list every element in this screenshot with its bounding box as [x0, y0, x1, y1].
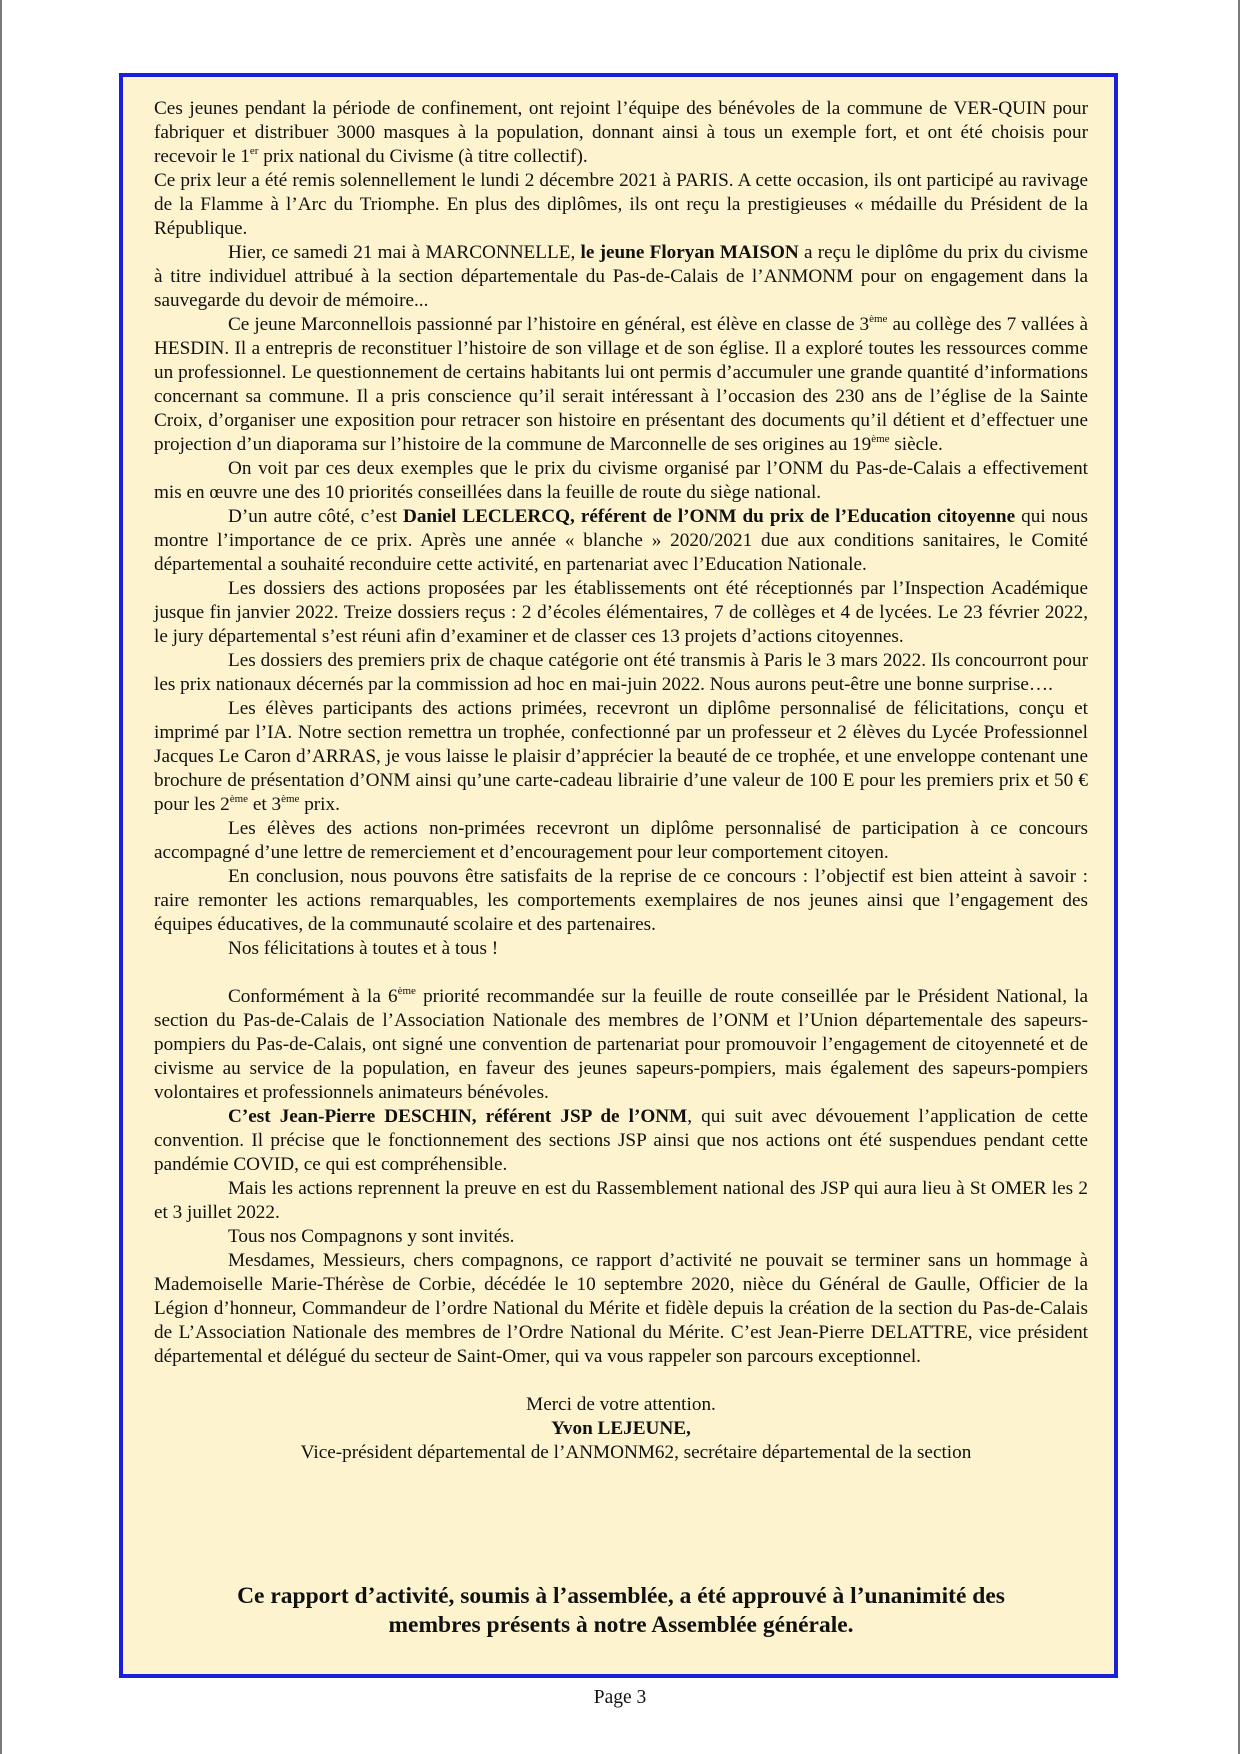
paragraph-convention-jsp: Conformément à la 6ème priorité recommandée sur la feuille de route conseillée par le Président National, la section du Pas-de-Calais de l’Association Nationale des membres de l’ONM et l’Union départementale des sapeurs-pompiers du Pas-de-Calais, ont signé une convention de partenariat pour promouvoir l’engagement de citoyenneté et de civisme au service de la population, en faveur des jeunes sapeurs-pompiers, mais également des sapeurs-pompiers volontaires et professionnels animateurs bénévoles. — [154, 985, 1089, 1103]
approval-line-1: Ce rapport d’activité, soumis à l’assemblée, a été approuvé à l’unanimité des — [237, 1583, 1005, 1609]
paragraph-jean-pierre-deschin: C’est Jean-Pierre DESCHIN, référent JSP de l’ONM, qui suit avec dévouement l’application de cette convention. Il précise que le fonctionnement des sections JSP ainsi que nos actions ont été suspendues pendant cette pandémie COVID, ce qui est compréhensible. — [154, 1106, 1088, 1175]
report-body — [154, 97, 1088, 1465]
paragraph-prix-paris: Ce prix leur a été remis solennellement le lundi 2 décembre 2021 à PARIS. A cette occasion, ils ont participé au ravivage de la Flamme à l’Arc du Triomphe. En plus des diplômes, ils ont reçu la prestigieuses « médaille du Président de la République. — [154, 170, 1088, 239]
paragraph-floryan-maison: Hier, ce samedi 21 mai à MARCONNELLE, le jeune Floryan MAISON a reçu le diplôme du prix du civisme à titre individuel attribué à la section départementale du Pas-de-Calais de l’ANMONM pour on engagement dans la sauvegarde du devoir de mémoire... — [154, 242, 1088, 311]
paragraph-dossiers-recus: Les dossiers des actions proposées par les établissements ont été réceptionnés par l’Inspection Académique jusque fin janvier 2022. Treize dossiers reçus : 2 d’écoles élémentaires, 7 de collèges et 4 de lycées. Le 23 février 2022, le jury départemental s’est réuni afin d’examiner et de classer ces 13 projets d’actions citoyennes. — [154, 578, 1088, 647]
paragraph-compagnons: Tous nos Compagnons y sont invités. — [228, 1226, 515, 1247]
paragraph-conclusion: En conclusion, nous pouvons être satisfaits de la reprise de ce concours : l’objectif est bien atteint à savoir : raire remonter les actions remarquables, les comportements exemplaires de nos jeunes ainsi que l’engagement des équipes éducatives, de la communauté scolaire et des partenaires. — [154, 866, 1088, 935]
paragraph-eleves-non-primes: Les élèves des actions non-primées recevront un diplôme personnalisé de participation à ce concours accompagné d’une lettre de remerciement et d’encouragement pour leur comportement citoyen. — [154, 818, 1088, 863]
signature-role: Vice-président départemental de l’ANMONM62, secrétaire départemental de la section — [300, 1442, 972, 1463]
signature-block — [154, 1393, 1088, 1465]
approval-line-2: membres présents à notre Assemblée générale. — [388, 1612, 854, 1638]
paragraph-daniel-leclercq: D’un autre côté, c’est Daniel LECLERCQ, référent de l’ONM du prix de l’Education citoyenne qui nous montre l’importance de ce prix. Après une année « blanche » 2020/2021 due aux conditions sanitaires, le Comité départemental a souhaité reconduire cette activité, en partenariat avec l’Education Nationale. — [154, 506, 1088, 575]
paragraph-felicitations: Nos félicitations à toutes et à tous ! — [228, 938, 499, 959]
signature-name: Yvon LEJEUNE, — [551, 1418, 691, 1439]
paragraph-rassemblement: Mais les actions reprennent la preuve en est du Rassemblement national des JSP qui aura lieu à St OMER les 2 et 3 juillet 2022. — [154, 1178, 1088, 1223]
paragraph-deux-exemples: On voit par ces deux exemples que le prix du civisme organisé par l’ONM du Pas-de-Calais a effectivement mis en œuvre une des 10 priorités conseillées dans la feuille de route du siège national. — [154, 458, 1088, 503]
approval-statement — [154, 1582, 1088, 1640]
paragraph-jeunes-verquin: Ces jeunes pendant la période de confinement, ont rejoint l’équipe des bénévoles de la commune de VER-QUIN pour fabriquer et distribuer 3000 masques à la population, donnant ainsi à tous un exemple fort, et ont été choisis pour recevoir le 1er prix national du Civisme (à titre collectif). — [154, 98, 1088, 167]
paragraph-eleves-primes: Les élèves participants des actions primées, recevront un diplôme personnalisé de félicitations, conçu et imprimé par l’IA. Notre section remettra un trophée, confectionné par un professeur et 2 élèves du Lycée Professionnel Jacques Le Caron d’ARRAS, je vous laisse le plaisir d’apprécier la beauté de ce trophée, et une enveloppe contenant une brochure de présentation d’ONM ainsi qu’une carte-cadeau librairie d’une valeur de 100 E pour les premiers prix et 50 € pour les 2ème et 3ème prix. — [154, 698, 1088, 815]
paragraph-marconnellois: Ce jeune Marconnellois passionné par l’histoire en général, est élève en classe de 3ème au collège des 7 vallées à HESDIN. Il a entrepris de reconstituer l’histoire de son village et de son église. Il a exploré toutes les ressources comme un professionnel. Le questionnement de certains habitants lui ont permis d’accumuler une grande quantité d’informations concernant sa commune. Il a pris conscience qu’il serait intéressant à l’occasion des 230 ans de l’église de la Sainte Croix, d’organiser une exposition pour retracer son histoire en présentant des documents qu’il détient et d’effectuer une projection d’un diaporama sur l’histoire de la commune de Marconnelle de ses origines au 19ème siècle. — [154, 313, 1088, 455]
paragraph-premiers-prix: Les dossiers des premiers prix de chaque catégorie ont été transmis à Paris le 3 mars 2022. Ils concourront pour les prix nationaux décernés par la commission ad hoc en mai-juin 2022. Nous aurons peut-être une bonne surprise…. — [154, 650, 1088, 695]
page-number: Page 3 — [593, 1687, 647, 1708]
page-edge-left — [0, 0, 2, 1754]
signature-thanks: Merci de votre attention. — [526, 1394, 716, 1415]
paragraph-hommage: Mesdames, Messieurs, chers compagnons, ce rapport d’activité ne pouvait se terminer sans un hommage à Mademoiselle Marie-Thérèse de Corbie, décédée le 10 septembre 2020, nièce du Général de Gaulle, Officier de la Légion d’honneur, Commandeur de l’ordre National du Mérite et fidèle depuis la création de la section du Pas-de-Calais de L’Association Nationale des membres de l’Ordre National du Mérite. C’est Jean-Pierre DELATTRE, vice président départemental et délégué du secteur de Saint-Omer, qui va vous rappeler son parcours exceptionnel. — [154, 1250, 1088, 1367]
